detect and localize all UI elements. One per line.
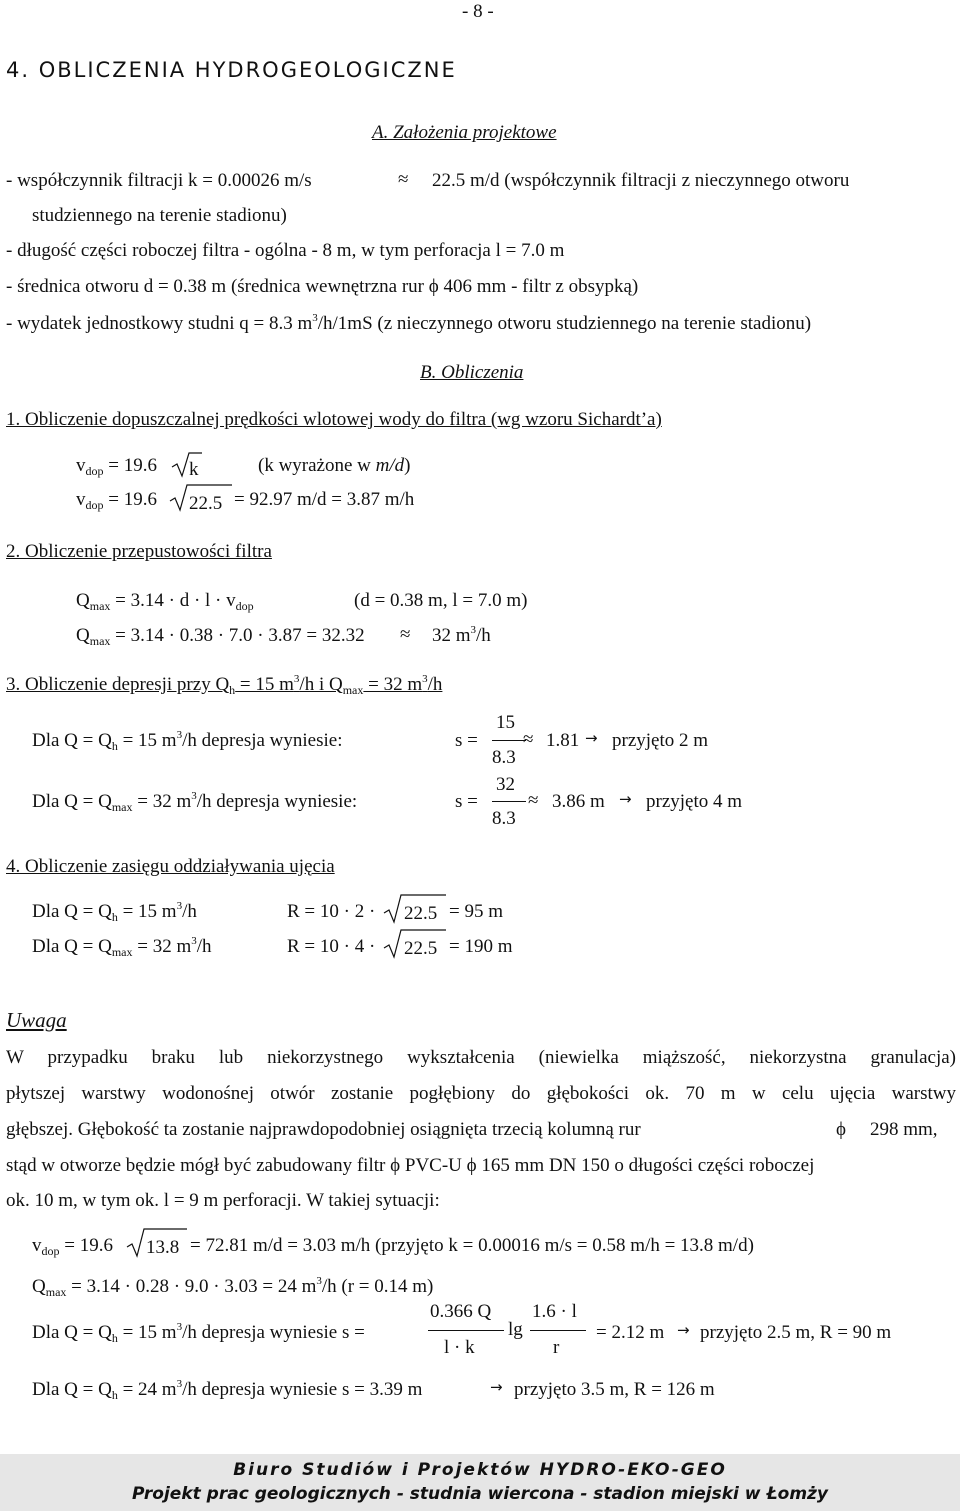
- calc2-heading: 2. Obliczenie przepustowości filtra: [6, 541, 272, 562]
- note-discharge-formula: $Q_{max} = 3.14 \cdot 0.28 \cdot 9.0 \cdot 3.03 = 24$ $m^3/h$ (r = 0.14 m): [32, 1275, 434, 1299]
- assumption-filter-length: - długość części roboczej filtra - ogólna - 8 m, w tym perforacja l = 7.0 m: [6, 240, 565, 261]
- assumption-filtration-source: studziennego na terenie stadionu): [32, 205, 287, 226]
- note-velocity-result: = 72.81 m/d = 3.03 m/h (przyjęto k = 0.00016 m/s = 0.58 m/h = 13.8 m/d): [190, 1235, 754, 1256]
- approx-symbol: ≈: [400, 624, 411, 645]
- note-title: Uwaga: [6, 1008, 67, 1032]
- fraction-numerator: 1.6 · l: [532, 1301, 577, 1322]
- calc2-rounded: 32 $m^3/h$: [432, 624, 491, 646]
- fraction-bar: [530, 1330, 586, 1331]
- note-velocity-formula: $v_{dop} = 19.6$: [32, 1235, 113, 1258]
- calc1-heading: 1. Obliczenie dopuszczalnej prędkości wlotowej wody do filtra (wg wzoru Sichardt’a): [6, 409, 662, 430]
- arrow-icon: →: [619, 790, 632, 808]
- calc1-formula-value: $v_{dop} = 19.6$: [76, 489, 157, 512]
- calc4-radicand: 22.5: [404, 938, 438, 959]
- calc1-unit-note: (k wyrażone w m/d): [258, 455, 411, 476]
- subsection-a-title: A. Założenia projektowe: [372, 122, 557, 143]
- fraction-denominator: 8.3: [492, 747, 516, 768]
- calc3-accepted-qh: przyjęto 2 m: [612, 730, 709, 751]
- approx-symbol: ≈: [528, 790, 539, 811]
- note-depression-qh24: Dla $Q = Q_h = 24$ $m^3/h$ depresja wyniesie s = 3.39 m: [32, 1378, 423, 1402]
- assumption-unit-yield: - wydatek jednostkowy studni q = 8.3 $m^3/h/1mS$ (z nieczynnego otworu studziennego na terenie stadionu): [6, 312, 812, 334]
- phi-symbol: ϕ: [466, 1155, 477, 1176]
- fraction-numerator: 15: [496, 712, 515, 733]
- fraction-denominator: r: [553, 1337, 560, 1358]
- calc4-heading: 4. Obliczenie zasięgu oddziaływania ujęcia: [6, 856, 335, 877]
- phi-symbol: ϕ: [836, 1119, 847, 1140]
- fraction-bar: [492, 801, 526, 802]
- arrow-icon: →: [677, 1321, 690, 1339]
- calc3-heading: 3. Obliczenie depresji przy $Q_h = 15$ $m^3/h$ i $Q_{max} = 32$ $m^3/h$: [6, 673, 443, 697]
- calc3-row-qh: Dla $Q = Q_h = 15$ $m^3/h$ depresja wyniesie:: [32, 729, 343, 753]
- footer-band: [0, 1454, 960, 1511]
- calc4-row-qh: Dla $Q = Q_h = 15$ $m^3/h$: [32, 900, 197, 924]
- calc4-radius-formula: R = 10 · 2 ·: [287, 901, 376, 922]
- calc3-result-qh: 1.81: [546, 730, 580, 751]
- calc4-radius-result: = 95 m: [449, 901, 503, 922]
- calc4-radicand: 22.5: [404, 903, 438, 924]
- calc1-radicand-k: k: [189, 459, 199, 480]
- fraction-numerator: 32: [496, 774, 515, 795]
- calc1-formula-general: $v_{dop} = 19.6$: [76, 455, 157, 478]
- calc4-row-qmax: Dla $Q = Q_{max} = 32$ $m^3/h$: [32, 935, 212, 959]
- calc1-radicand: 22.5: [189, 493, 223, 514]
- calc1-result: = 92.97 m/d = 3.87 m/h: [234, 489, 415, 510]
- note-depression-accepted: przyjęto 2.5 m, R = 90 m: [700, 1322, 892, 1343]
- assumption-well-diameter: - średnica otworu d = 0.38 m (średnica wewnętrzna rur ϕ 406 mm - filtr z obsypką): [6, 276, 639, 297]
- note-depression-qh15: Dla $Q = Q_h = 15$ $m^3/h$ depresja wyniesie s =: [32, 1321, 365, 1345]
- fraction-denominator: l · k: [444, 1337, 475, 1358]
- note-depression-result: = 2.12 m: [596, 1322, 665, 1343]
- assumption-filtration-coefficient: - współczynnik filtracji k = 0.00026 m/s: [6, 170, 312, 191]
- s-equals: s =: [455, 791, 478, 812]
- page-number: - 8 -: [462, 1, 494, 22]
- fraction-numerator: 0.366 Q: [430, 1301, 492, 1322]
- note-paragraph-line: stąd w otworze będzie mógł być zabudowany filtr ϕ PVC-U ϕ 165 mm DN 150 o długości części roboczej: [6, 1155, 815, 1176]
- approx-symbol: ≈: [523, 729, 534, 750]
- s-equals: s =: [455, 730, 478, 751]
- phi-symbol: ϕ: [390, 1155, 401, 1176]
- note-depression-accepted: przyjęto 3.5 m, R = 126 m: [514, 1379, 715, 1400]
- calc2-formula: $Q_{max} = 3.14 \cdot d \cdot l \cdot v_{dop}$: [76, 590, 254, 613]
- calc3-result-qmax: 3.86 m: [552, 791, 605, 812]
- subsection-b-title: B. Obliczenia: [420, 362, 524, 383]
- calc4-radius-formula: R = 10 · 4 ·: [287, 936, 376, 957]
- footer-project: Projekt prac geologicznych - studnia wiercona - stadion miejski w Łomży: [131, 1484, 829, 1504]
- note-paragraph-line: W przypadku braku lub niekorzystnego wykształcenia (niewielka miąższość, niekorzystna granulacja): [6, 1047, 956, 1068]
- note-radicand: 13.8: [146, 1237, 180, 1258]
- phi-symbol: ϕ: [428, 276, 439, 297]
- calc2-result: $Q_{max} = 3.14 \cdot 0.38 \cdot 7.0 \cdot 3.87 = 32.32$: [76, 625, 365, 648]
- calc2-parameters: (d = 0.38 m, l = 7.0 m): [354, 590, 528, 611]
- arrow-icon: →: [490, 1378, 503, 1396]
- calc3-row-qmax: Dla $Q = Q_{max} = 32$ $m^3/h$ depresja wyniesie:: [32, 790, 358, 814]
- arrow-icon: →: [585, 729, 598, 747]
- assumption-filtration-coefficient-cont: 22.5 m/d (współczynnik filtracji z nieczynnego otworu: [432, 170, 850, 191]
- note-paragraph-line: płytszej warstwy wodonośnej otwór zostanie pogłębiony do głębokości ok. 70 m w celu ujęcia warstwy: [6, 1083, 956, 1104]
- approx-symbol: ≈: [398, 169, 409, 190]
- log-symbol: lg: [508, 1319, 523, 1340]
- calc4-radius-result: = 190 m: [449, 936, 513, 957]
- section-title: 4. OBLICZENIA HYDROGEOLOGICZNE: [6, 58, 457, 82]
- fraction-bar: [492, 740, 526, 741]
- footer-company: Biuro Studiów i Projektów HYDRO-EKO-GEO: [233, 1460, 727, 1480]
- fraction-bar: [428, 1330, 504, 1331]
- fraction-denominator: 8.3: [492, 808, 516, 829]
- note-paragraph-line: 298 mm,: [870, 1119, 938, 1140]
- note-paragraph-line: ok. 10 m, w tym ok. l = 9 m perforacji. W takiej sytuacji:: [6, 1190, 440, 1211]
- calc3-accepted-qmax: przyjęto 4 m: [646, 791, 743, 812]
- note-paragraph-line: głębszej. Głębokość ta zostanie najprawdopodobniej osiągnięta trzecią kolumną rur: [6, 1119, 641, 1140]
